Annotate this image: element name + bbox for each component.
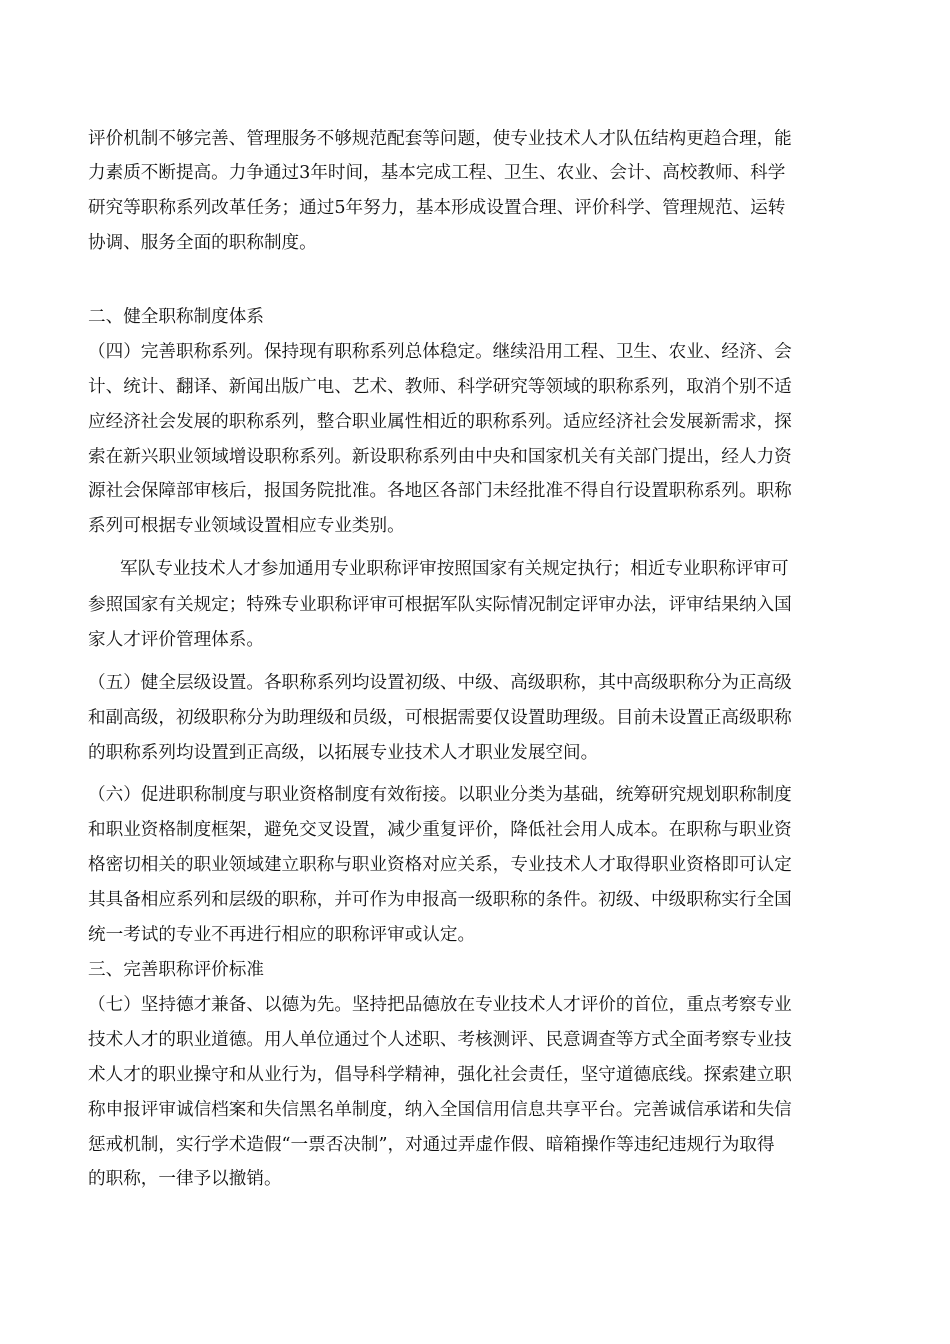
paragraph-line: 技术人才的职业道德。用人单位通过个人述职、考核测评、民意调查等方式全面考察专业技 xyxy=(88,1030,792,1050)
paragraph-line: 其具备相应系列和层级的职称，并可作为申报高一级职称的条件。初级、中级职称实行全国 xyxy=(88,890,792,910)
paragraph-line: 术人才的职业操守和从业行为，倡导科学精神，强化社会责任，坚守道德底线。探索建立职 xyxy=(88,1065,792,1085)
paragraph-line: 家人才评价管理体系。 xyxy=(88,630,264,650)
paragraph-line: 统一考试的专业不再进行相应的职称评审或认定。 xyxy=(88,925,476,945)
paragraph-line: 的职称，一律予以撤销。 xyxy=(88,1169,282,1189)
paragraph-line: （七）坚持德才兼备、以德为先。坚持把品德放在专业技术人才评价的首位，重点考察专业 xyxy=(88,995,792,1015)
paragraph-line: （五）健全层级设置。各职称系列均设置初级、中级、高级职称，其中高级职称分为正高级 xyxy=(88,673,792,693)
paragraph-line: 应经济社会发展的职称系列，整合职业属性相近的职称系列。适应经济社会发展新需求，探 xyxy=(88,412,792,432)
paragraph-line: 协调、服务全面的职称制度。 xyxy=(88,233,317,253)
paragraph-line: 的职称系列均设置到正高级，以拓展专业技术人才职业发展空间。 xyxy=(88,743,599,763)
paragraph-line: 和职业资格制度框架，避免交叉设置，减少重复评价，降低社会用人成本。在职称与职业资 xyxy=(88,820,792,840)
paragraph-line: 称申报评审诚信档案和失信黑名单制度，纳入全国信用信息共享平台。完善诚信承诺和失信 xyxy=(88,1100,792,1120)
paragraph-line: 研究等职称系列改革任务；通过5年努力，基本形成设置合理、评价科学、管理规范、运转 xyxy=(88,198,786,218)
paragraph-line: 系列可根据专业领域设置相应专业类别。 xyxy=(88,516,405,536)
paragraph-line: 和副高级，初级职称分为助理级和员级，可根据需要仅设置助理级。目前未设置正高级职称 xyxy=(88,708,792,728)
section-heading: 二、健全职称制度体系 xyxy=(88,307,264,327)
paragraph-line: 军队专业技术人才参加通用专业职称评审按照国家有关规定执行；相近专业职称评审可 xyxy=(120,559,789,579)
paragraph-line: 力素质不断提高。力争通过3年时间，基本完成工程、卫生、农业、会计、高校教师、科学 xyxy=(88,163,786,183)
paragraph-line: （四）完善职称系列。保持现有职称系列总体稳定。继续沿用工程、卫生、农业、经济、会 xyxy=(88,342,792,362)
paragraph-line: 源社会保障部审核后，报国务院批准。各地区各部门未经批准不得自行设置职称系列。职称 xyxy=(88,481,792,501)
paragraph-line: 索在新兴职业领域增设职称系列。新设职称系列由中央和国家机关有关部门提出，经人力资 xyxy=(88,447,792,467)
paragraph-line: （六）促进职称制度与职业资格制度有效衔接。以职业分类为基础，统筹研究规划职称制度 xyxy=(88,785,792,805)
paragraph-line: 参照国家有关规定；特殊专业职称评审可根据军队实际情况制定评审办法，评审结果纳入国 xyxy=(88,595,792,615)
paragraph-line: 惩戒机制，实行学术造假“一票否决制”，对通过弄虚作假、暗箱操作等违纪违规行为取得 xyxy=(88,1135,775,1155)
paragraph-line: 格密切相关的职业领域建立职称与职业资格对应关系，专业技术人才取得职业资格即可认定 xyxy=(88,855,792,875)
paragraph-line: 计、统计、翻译、新闻出版广电、艺术、教师、科学研究等领域的职称系列，取消个别不适 xyxy=(88,377,792,397)
paragraph-line: 评价机制不够完善、管理服务不够规范配套等问题，使专业技术人才队伍结构更趋合理，能 xyxy=(88,129,792,149)
section-heading: 三、完善职称评价标准 xyxy=(88,960,264,980)
